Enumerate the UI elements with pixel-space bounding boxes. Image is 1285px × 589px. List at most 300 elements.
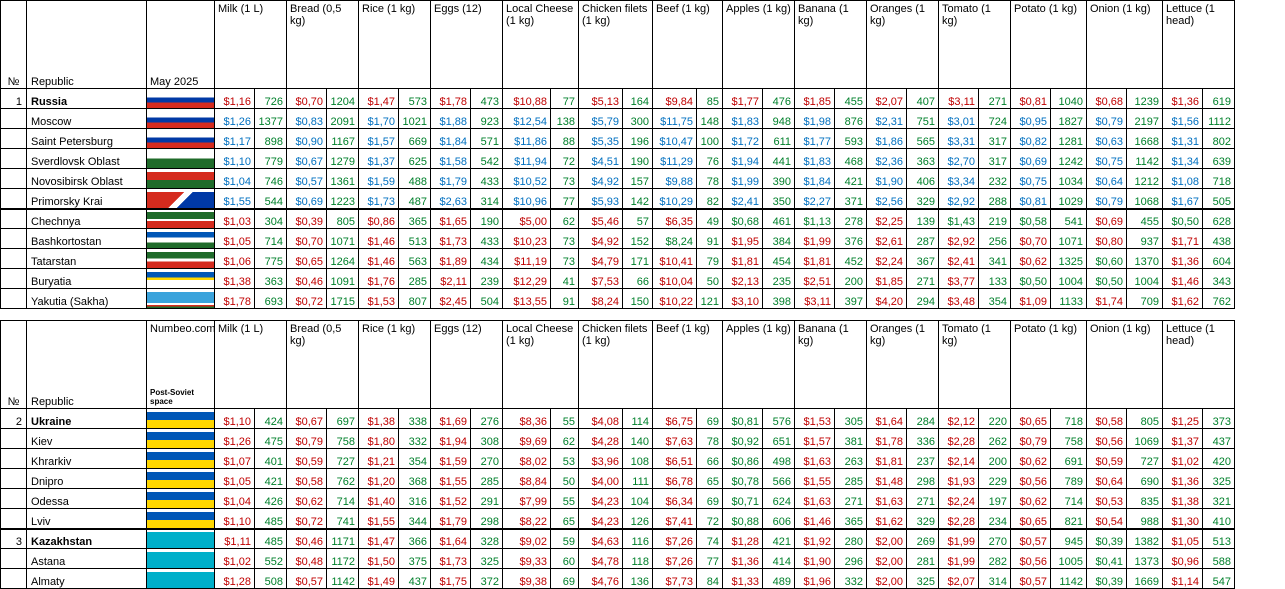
quantity-cell: 171 xyxy=(623,249,653,269)
quantity-cell: 727 xyxy=(1127,449,1163,469)
price-cell: $1,71 xyxy=(1163,229,1203,249)
table-row[interactable] xyxy=(1,509,1235,529)
price-cell: $2,07 xyxy=(939,569,979,589)
price-cell: $0,56 xyxy=(1087,429,1127,449)
flag-swatch xyxy=(147,112,214,128)
row-spacer xyxy=(1,309,1235,321)
quantity-cell: 118 xyxy=(623,549,653,569)
quantity-cell: 77 xyxy=(551,189,579,209)
row-republic-label: Almaty xyxy=(27,569,147,589)
price-cell: $5,93 xyxy=(579,189,623,209)
price-cell: $9,38 xyxy=(503,569,551,589)
price-cell: $1,57 xyxy=(359,129,399,149)
quantity-cell: 278 xyxy=(835,209,867,229)
table-row[interactable] xyxy=(1,569,1235,589)
quantity-cell: 300 xyxy=(623,109,653,129)
price-cell: $1,36 xyxy=(1163,249,1203,269)
quantity-cell: 406 xyxy=(907,169,939,189)
price-cell: $0,54 xyxy=(1087,509,1127,529)
quantity-cell: 988 xyxy=(1127,509,1163,529)
price-cell: $0,86 xyxy=(359,209,399,229)
quantity-cell: 611 xyxy=(763,129,795,149)
price-cell: $0,41 xyxy=(1087,549,1127,569)
quantity-cell: 407 xyxy=(907,89,939,109)
quantity-cell: 437 xyxy=(399,569,431,589)
quantity-cell: 314 xyxy=(979,569,1011,589)
price-cell: $7,26 xyxy=(653,529,697,549)
quantity-cell: 219 xyxy=(979,209,1011,229)
price-cell: $4,51 xyxy=(579,149,623,169)
header-item: Oranges (1 kg) xyxy=(867,1,939,89)
price-cell: $0,81 xyxy=(1011,189,1051,209)
price-cell: $4,63 xyxy=(579,529,623,549)
quantity-cell: 332 xyxy=(399,429,431,449)
price-cell: $1,85 xyxy=(867,269,907,289)
quantity-cell: 73 xyxy=(551,229,579,249)
quantity-cell: 1142 xyxy=(1051,569,1087,589)
price-cell: $4,79 xyxy=(579,249,623,269)
header-item: Lettuce (1 head) xyxy=(1163,1,1235,89)
header-date: May 2025 xyxy=(147,1,215,89)
price-cell: $1,46 xyxy=(1163,269,1203,289)
price-cell: $4,23 xyxy=(579,489,623,509)
quantity-cell: 718 xyxy=(1051,409,1087,429)
quantity-cell: 271 xyxy=(907,489,939,509)
quantity-cell: 72 xyxy=(697,509,723,529)
price-cell: $1,05 xyxy=(215,469,255,489)
quantity-cell: 714 xyxy=(327,489,359,509)
price-cell: $2,28 xyxy=(939,509,979,529)
table-row[interactable] xyxy=(1,89,1235,109)
quantity-cell: 437 xyxy=(1203,429,1235,449)
quantity-cell: 741 xyxy=(327,509,359,529)
quantity-cell: 365 xyxy=(835,509,867,529)
quantity-cell: 157 xyxy=(623,169,653,189)
table-row[interactable] xyxy=(1,209,1235,229)
quantity-cell: 821 xyxy=(1051,509,1087,529)
quantity-cell: 82 xyxy=(697,189,723,209)
flag-icon xyxy=(147,209,215,229)
quantity-cell: 104 xyxy=(623,489,653,509)
price-cell: $0,39 xyxy=(287,209,327,229)
price-cell: $0,63 xyxy=(1087,129,1127,149)
price-cell: $1,21 xyxy=(359,449,399,469)
quantity-cell: 1142 xyxy=(1127,149,1163,169)
quantity-cell: 271 xyxy=(835,489,867,509)
quantity-cell: 69 xyxy=(697,409,723,429)
quantity-cell: 762 xyxy=(1203,289,1235,309)
price-cell: $8,02 xyxy=(503,449,551,469)
price-cell: $1,74 xyxy=(1087,289,1127,309)
header-post-soviet: Post-Soviet space xyxy=(150,388,195,406)
row-index: 3 xyxy=(1,529,27,549)
quantity-cell: 762 xyxy=(327,469,359,489)
price-cell: $0,79 xyxy=(1011,429,1051,449)
quantity-cell: 789 xyxy=(1051,469,1087,489)
quantity-cell: 1668 xyxy=(1127,129,1163,149)
quantity-cell: 468 xyxy=(835,149,867,169)
quantity-cell: 455 xyxy=(835,89,867,109)
quantity-cell: 1005 xyxy=(1051,549,1087,569)
quantity-cell: 807 xyxy=(399,289,431,309)
quantity-cell: 305 xyxy=(835,409,867,429)
quantity-cell: 285 xyxy=(399,269,431,289)
price-cell: $3,34 xyxy=(939,169,979,189)
table-row[interactable] xyxy=(1,249,1235,269)
price-cell: $0,90 xyxy=(287,129,327,149)
quantity-cell: 718 xyxy=(1203,169,1235,189)
quantity-cell: 1715 xyxy=(327,289,359,309)
quantity-cell: 576 xyxy=(763,409,795,429)
header-item: Local Cheese (1 kg) xyxy=(503,1,579,89)
quantity-cell: 321 xyxy=(1203,489,1235,509)
price-cell: $0,86 xyxy=(723,449,763,469)
price-cell: $6,75 xyxy=(653,409,697,429)
price-cell: $10,52 xyxy=(503,169,551,189)
price-cell: $2,24 xyxy=(939,489,979,509)
price-cell: $1,05 xyxy=(215,229,255,249)
price-cell: $0,65 xyxy=(1011,409,1051,429)
quantity-cell: 398 xyxy=(763,289,795,309)
quantity-cell: 489 xyxy=(763,569,795,589)
price-cell: $2,28 xyxy=(939,429,979,449)
quantity-cell: 1204 xyxy=(327,89,359,109)
price-cell: $1,05 xyxy=(1163,529,1203,549)
quantity-cell: 308 xyxy=(471,429,503,449)
quantity-cell: 49 xyxy=(697,209,723,229)
quantity-cell: 724 xyxy=(979,109,1011,129)
price-cell: $1,03 xyxy=(215,209,255,229)
header-item: Tomato (1 kg) xyxy=(939,1,1011,89)
price-cell: $0,53 xyxy=(1087,489,1127,509)
quantity-cell: 566 xyxy=(763,469,795,489)
price-cell: $1,26 xyxy=(215,429,255,449)
table-row[interactable] xyxy=(1,489,1235,509)
table-row[interactable] xyxy=(1,229,1235,249)
price-cell: $8,36 xyxy=(503,409,551,429)
row-republic-label: Astana xyxy=(27,549,147,569)
quantity-cell: 235 xyxy=(763,269,795,289)
header-item: Potato (1 kg) xyxy=(1011,1,1087,89)
price-cell: $0,78 xyxy=(723,469,763,489)
price-cell: $1,63 xyxy=(867,489,907,509)
quantity-cell: 1040 xyxy=(1051,89,1087,109)
price-cell: $1,55 xyxy=(359,509,399,529)
price-cell: $2,36 xyxy=(867,149,907,169)
quantity-cell: 229 xyxy=(979,469,1011,489)
quantity-cell: 126 xyxy=(623,509,653,529)
quantity-cell: 438 xyxy=(1203,229,1235,249)
price-cell: $2,14 xyxy=(939,449,979,469)
quantity-cell: 937 xyxy=(1127,229,1163,249)
row-republic-label: Buryatia xyxy=(27,269,147,289)
quantity-cell: 593 xyxy=(835,129,867,149)
table-row[interactable] xyxy=(1,109,1235,129)
price-cell: $0,70 xyxy=(287,229,327,249)
price-cell: $0,50 xyxy=(1011,269,1051,289)
price-cell: $1,04 xyxy=(215,169,255,189)
quantity-cell: 190 xyxy=(471,209,503,229)
flag-swatch xyxy=(147,432,214,448)
table-row[interactable] xyxy=(1,449,1235,469)
flag-icon xyxy=(147,189,215,209)
price-cell: $0,83 xyxy=(287,109,327,129)
quantity-cell: 294 xyxy=(907,289,939,309)
price-cell: $1,10 xyxy=(215,149,255,169)
price-cell: $1,09 xyxy=(1011,289,1051,309)
quantity-cell: 287 xyxy=(907,229,939,249)
price-cell: $1,79 xyxy=(431,509,471,529)
quantity-cell: 338 xyxy=(399,409,431,429)
price-cell: $1,94 xyxy=(723,149,763,169)
price-cell: $1,56 xyxy=(1163,109,1203,129)
flag-swatch xyxy=(147,532,214,548)
quantity-cell: 77 xyxy=(551,89,579,109)
quantity-cell: 142 xyxy=(623,189,653,209)
price-cell: $1,55 xyxy=(795,469,835,489)
quantity-cell: 714 xyxy=(1051,489,1087,509)
table-row[interactable] xyxy=(1,289,1235,309)
flag-swatch xyxy=(147,552,214,568)
quantity-cell: 232 xyxy=(979,169,1011,189)
table-header-row xyxy=(1,321,1235,409)
quantity-cell: 1034 xyxy=(1051,169,1087,189)
quantity-cell: 139 xyxy=(907,209,939,229)
price-cell: $1,47 xyxy=(359,89,399,109)
quantity-cell: 433 xyxy=(471,229,503,249)
quantity-cell: 60 xyxy=(551,549,579,569)
flag-icon xyxy=(147,489,215,509)
quantity-cell: 651 xyxy=(763,429,795,449)
price-cell: $1,96 xyxy=(795,569,835,589)
price-cell: $1,95 xyxy=(723,229,763,249)
price-cell: $1,77 xyxy=(795,129,835,149)
quantity-cell: 1279 xyxy=(327,149,359,169)
quantity-cell: 1172 xyxy=(327,549,359,569)
row-republic-label: Kiev xyxy=(27,429,147,449)
quantity-cell: 116 xyxy=(623,529,653,549)
price-cell: $1,53 xyxy=(359,289,399,309)
price-cell: $1,07 xyxy=(215,449,255,469)
quantity-cell: 505 xyxy=(1203,189,1235,209)
quantity-cell: 805 xyxy=(1127,409,1163,429)
price-cell: $1,37 xyxy=(1163,429,1203,449)
table-row[interactable] xyxy=(1,189,1235,209)
quantity-cell: 835 xyxy=(1127,489,1163,509)
quantity-cell: 78 xyxy=(697,429,723,449)
quantity-cell: 91 xyxy=(697,229,723,249)
quantity-cell: 434 xyxy=(471,249,503,269)
quantity-cell: 1325 xyxy=(1051,249,1087,269)
quantity-cell: 100 xyxy=(697,129,723,149)
quantity-cell: 541 xyxy=(1051,209,1087,229)
price-cell: $0,81 xyxy=(1011,89,1051,109)
price-cell: $4,92 xyxy=(579,169,623,189)
price-cell: $1,46 xyxy=(359,229,399,249)
quantity-cell: 55 xyxy=(551,489,579,509)
header-item: Chicken filets (1 kg) xyxy=(579,321,653,409)
price-cell: $1,20 xyxy=(359,469,399,489)
price-cell: $3,11 xyxy=(795,289,835,309)
price-cell: $1,36 xyxy=(723,549,763,569)
flag-swatch xyxy=(147,212,214,228)
row-index xyxy=(1,549,27,569)
quantity-cell: 1071 xyxy=(1051,229,1087,249)
quantity-cell: 59 xyxy=(551,529,579,549)
quantity-cell: 136 xyxy=(623,569,653,589)
price-cell: $1,53 xyxy=(795,409,835,429)
quantity-cell: 73 xyxy=(551,249,579,269)
flag-icon xyxy=(147,289,215,309)
quantity-cell: 401 xyxy=(255,449,287,469)
quantity-cell: 281 xyxy=(907,549,939,569)
price-cell: $10,96 xyxy=(503,189,551,209)
quantity-cell: 1142 xyxy=(327,569,359,589)
quantity-cell: 69 xyxy=(697,489,723,509)
flag-swatch xyxy=(147,572,214,588)
flag-swatch xyxy=(147,132,214,148)
price-cell: $1,89 xyxy=(431,249,471,269)
price-cell: $0,39 xyxy=(1087,569,1127,589)
quantity-cell: 55 xyxy=(551,409,579,429)
quantity-cell: 1382 xyxy=(1127,529,1163,549)
price-cell: $1,59 xyxy=(359,169,399,189)
quantity-cell: 108 xyxy=(623,449,653,469)
price-cell: $1,30 xyxy=(1163,509,1203,529)
flag-icon xyxy=(147,449,215,469)
price-cell: $1,10 xyxy=(215,409,255,429)
price-cell: $1,79 xyxy=(431,169,471,189)
quantity-cell: 239 xyxy=(471,269,503,289)
quantity-cell: 390 xyxy=(763,169,795,189)
price-cell: $1,81 xyxy=(723,249,763,269)
quantity-cell: 1004 xyxy=(1051,269,1087,289)
quantity-cell: 488 xyxy=(399,169,431,189)
row-republic-label: Moscow xyxy=(27,109,147,129)
table-row[interactable] xyxy=(1,429,1235,449)
price-cell: $1,83 xyxy=(795,149,835,169)
quantity-cell: 328 xyxy=(471,529,503,549)
table-row[interactable] xyxy=(1,529,1235,549)
price-cell: $2,56 xyxy=(867,189,907,209)
price-cell: $2,70 xyxy=(939,149,979,169)
flag-icon xyxy=(147,469,215,489)
quantity-cell: 805 xyxy=(327,209,359,229)
price-cell: $1,38 xyxy=(1163,489,1203,509)
price-cell: $1,98 xyxy=(795,109,835,129)
header-item: Rice (1 kg) xyxy=(359,1,431,89)
price-cell: $1,83 xyxy=(723,109,763,129)
quantity-cell: 513 xyxy=(1203,529,1235,549)
price-cell: $1,76 xyxy=(359,269,399,289)
flag-swatch xyxy=(147,252,214,268)
quantity-cell: 344 xyxy=(399,509,431,529)
price-cell: $0,59 xyxy=(1087,449,1127,469)
quantity-cell: 2197 xyxy=(1127,109,1163,129)
price-cell: $10,88 xyxy=(503,89,551,109)
table-row[interactable] xyxy=(1,409,1235,429)
price-cell: $0,71 xyxy=(723,489,763,509)
price-cell: $1,63 xyxy=(795,449,835,469)
header-item: Oranges (1 kg) xyxy=(867,321,939,409)
quantity-cell: 461 xyxy=(763,209,795,229)
price-cell: $0,79 xyxy=(1087,109,1127,129)
price-cell: $2,92 xyxy=(939,229,979,249)
price-cell: $1,43 xyxy=(939,209,979,229)
row-republic-label: Chechnya xyxy=(27,209,147,229)
header-item: Onion (1 kg) xyxy=(1087,321,1163,409)
quantity-cell: 547 xyxy=(1203,569,1235,589)
header-item: Banana (1 kg) xyxy=(795,1,867,89)
price-cell: $6,51 xyxy=(653,449,697,469)
table-row[interactable] xyxy=(1,549,1235,569)
table-row[interactable] xyxy=(1,469,1235,489)
quantity-cell: 606 xyxy=(763,509,795,529)
table-row[interactable] xyxy=(1,169,1235,189)
price-cell: $1,85 xyxy=(795,89,835,109)
price-cell: $1,99 xyxy=(723,169,763,189)
price-cell: $2,00 xyxy=(867,569,907,589)
quantity-cell: 2091 xyxy=(327,109,359,129)
table-row[interactable] xyxy=(1,149,1235,169)
flag-icon xyxy=(147,409,215,429)
table-row[interactable] xyxy=(1,269,1235,289)
quantity-cell: 336 xyxy=(907,429,939,449)
quantity-cell: 573 xyxy=(399,89,431,109)
price-cell: $0,57 xyxy=(1011,529,1051,549)
quantity-cell: 726 xyxy=(255,89,287,109)
quantity-cell: 1112 xyxy=(1203,109,1235,129)
row-index xyxy=(1,189,27,209)
price-cell: $10,29 xyxy=(653,189,697,209)
quantity-cell: 79 xyxy=(697,249,723,269)
row-republic-label: Novosibirsk Oblast xyxy=(27,169,147,189)
price-cell: $1,17 xyxy=(215,129,255,149)
table-row[interactable] xyxy=(1,129,1235,149)
flag-icon xyxy=(147,249,215,269)
quantity-cell: 1069 xyxy=(1127,429,1163,449)
price-cell: $1,69 xyxy=(431,409,471,429)
price-cell: $7,26 xyxy=(653,549,697,569)
quantity-cell: 138 xyxy=(551,109,579,129)
price-cell: $0,67 xyxy=(287,409,327,429)
price-cell: $0,46 xyxy=(287,269,327,289)
header-item: Lettuce (1 head) xyxy=(1163,321,1235,409)
quantity-cell: 66 xyxy=(697,449,723,469)
quantity-cell: 62 xyxy=(551,209,579,229)
quantity-cell: 565 xyxy=(907,129,939,149)
price-cell: $2,45 xyxy=(431,289,471,309)
quantity-cell: 88 xyxy=(551,129,579,149)
quantity-cell: 276 xyxy=(471,409,503,429)
price-cell: $2,07 xyxy=(867,89,907,109)
price-cell: $1,49 xyxy=(359,569,399,589)
price-cell: $0,92 xyxy=(723,429,763,449)
quantity-cell: 433 xyxy=(471,169,503,189)
quantity-cell: 1171 xyxy=(327,529,359,549)
row-index xyxy=(1,129,27,149)
price-cell: $2,31 xyxy=(867,109,907,129)
quantity-cell: 263 xyxy=(835,449,867,469)
quantity-cell: 1264 xyxy=(327,249,359,269)
quantity-cell: 552 xyxy=(255,549,287,569)
price-cell: $1,02 xyxy=(1163,449,1203,469)
header-index: № xyxy=(1,321,27,409)
price-cell: $1,78 xyxy=(431,89,471,109)
quantity-cell: 316 xyxy=(399,489,431,509)
quantity-cell: 74 xyxy=(697,529,723,549)
quantity-cell: 1021 xyxy=(399,109,431,129)
